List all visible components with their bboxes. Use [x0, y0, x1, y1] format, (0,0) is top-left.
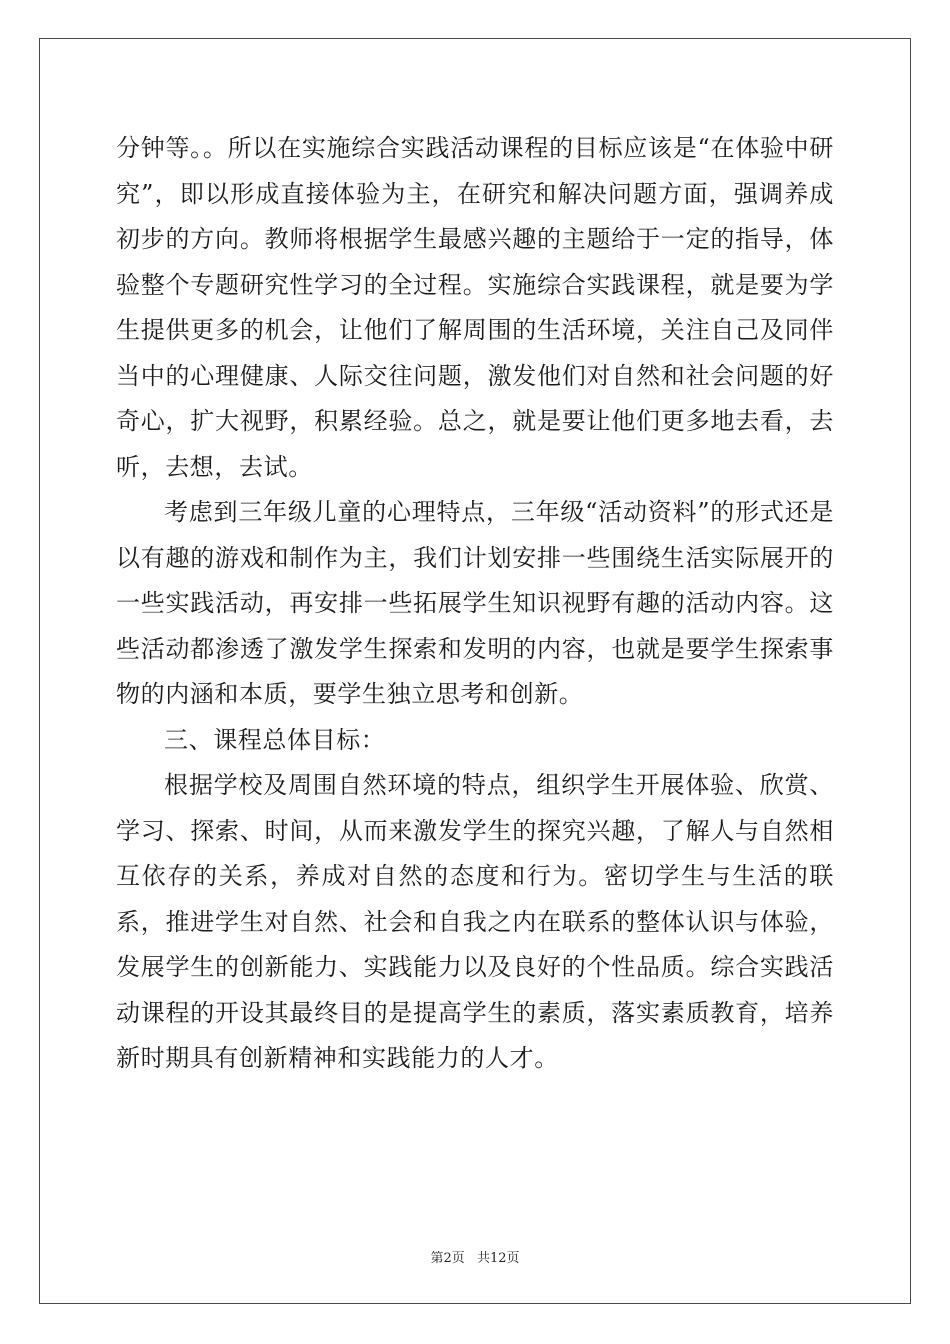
page-number: 第2页 [430, 1251, 465, 1266]
section-heading: 三、课程总体目标： [164, 725, 386, 754]
paragraph-3: 根据学校及周围自然环境的特点，组织学生开展体验、欣赏、学习、探索、时间，从而来激发学生的探究兴趣，了解人与自然相互依存的关系，养成对自然的态度和行为。密切学生与生活的联系，推进学生对自然、社会和自我之内在联系的整体认识与体验，发展学生的创新能力、实践能力以及良好的个性品质。综合实践活动课程的开设其最终目的是提高学生的素质，落实素质教育，培养新时期具有创新精神和实践能力的人才。 [116, 771, 834, 1072]
page-footer [0, 1247, 950, 1266]
document-body [116, 126, 834, 1082]
paragraph-1: 分钟等。。所以在实施综合实践活动课程的目标应该是“在体验中研究”，即以形成直接体验为主，在研究和解决问题方面，强调养成初步的方向。教师将根据学生最感兴趣的主题给于一定的指导，体验整个专题研究性学习的全过程。实施综合实践课程，就是要为学生提供更多的机会，让他们了解周围的生活环境，关注自己及同伴当中的心理健康、人际交往问题，激发他们对自然和社会问题的好奇心，扩大视野，积累经验。总之，就是要让他们更多地去看，去听，去想，去试。 [116, 134, 834, 481]
paragraph-2: 考虑到三年级儿童的心理特点，三年级“活动资料”的形式还是以有趣的游戏和制作为主，我们计划安排一些围绕生活实际展开的一些实践活动，再安排一些拓展学生知识视野有趣的活动内容。这些活动都渗透了激发学生探索和发明的内容，也就是要学生探索事物的内涵和本质，要学生独立思考和创新。 [116, 498, 834, 708]
page-total: 共12页 [476, 1251, 520, 1266]
